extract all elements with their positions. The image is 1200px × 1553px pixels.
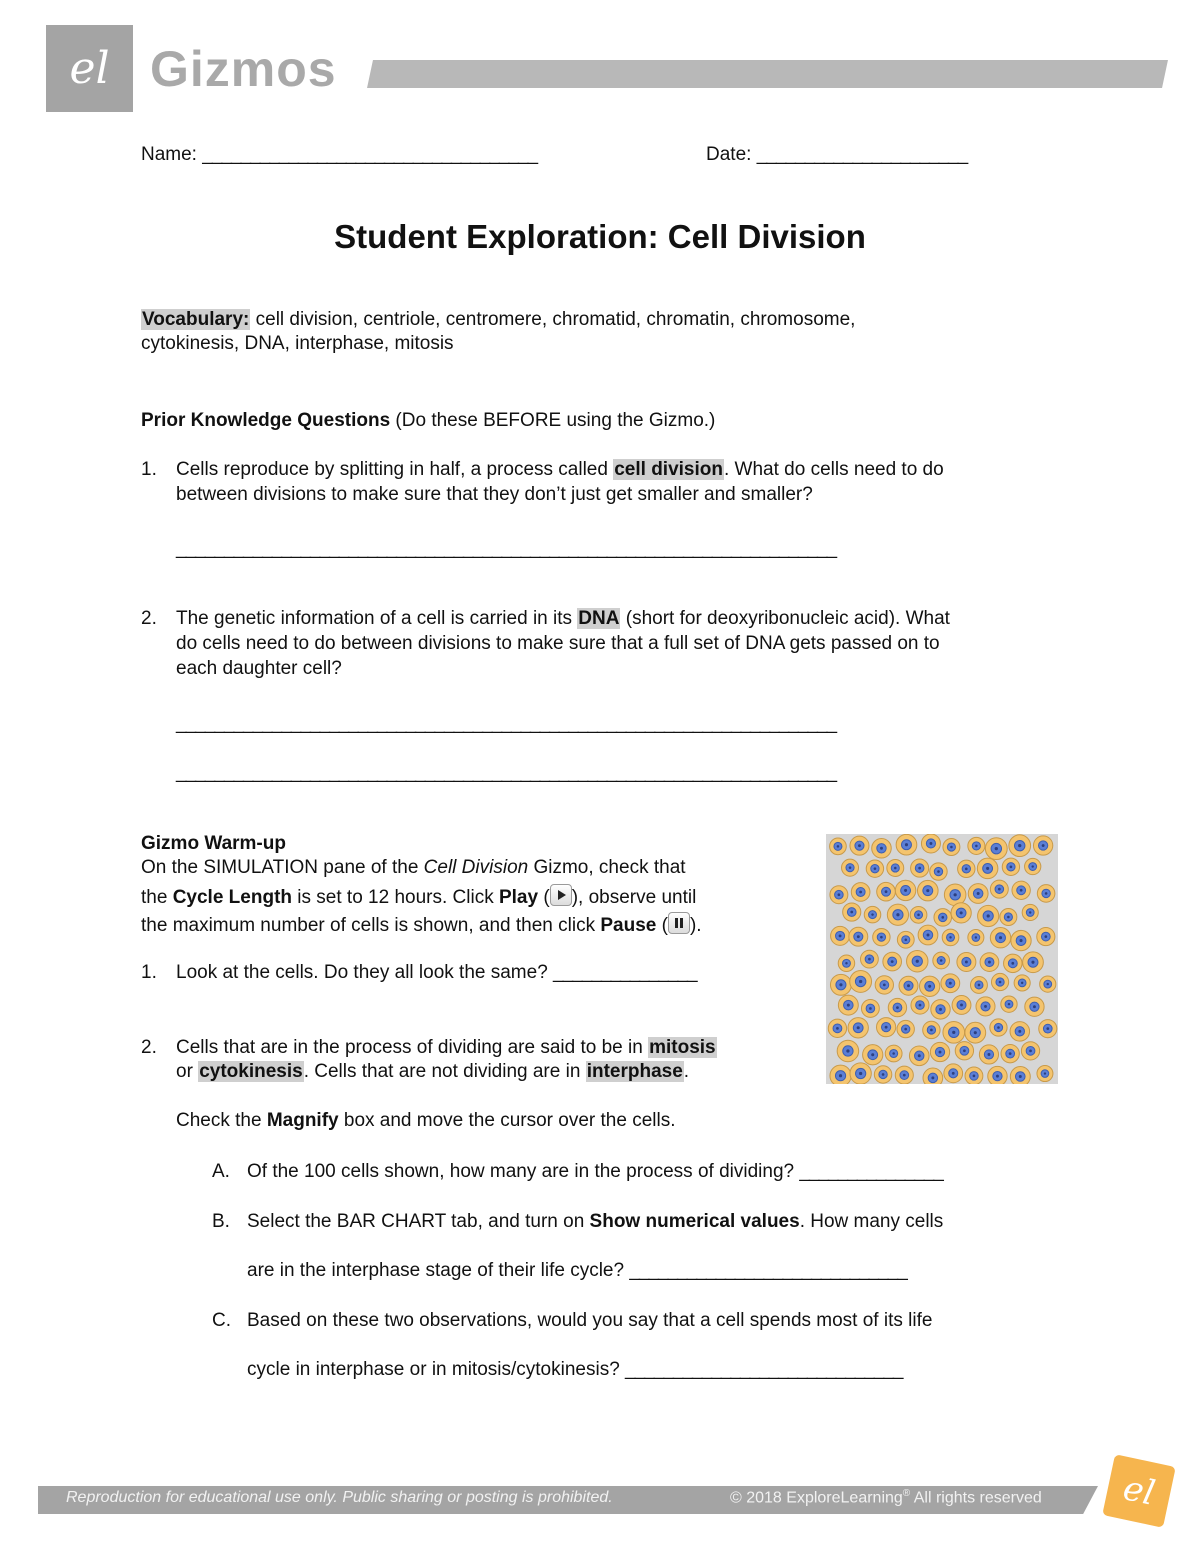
cell	[1037, 1066, 1053, 1082]
cell	[877, 882, 896, 901]
warmup-q2-l2-post: .	[683, 1061, 690, 1082]
show-numerical-values-label: Show numerical values	[589, 1211, 800, 1232]
cell	[990, 880, 1008, 898]
cell	[1037, 885, 1055, 903]
warmup-q1-text: Look at the cells. Do they all look the same?	[176, 962, 554, 983]
cell	[1011, 930, 1031, 950]
cell	[860, 950, 878, 968]
cell	[943, 1021, 965, 1043]
warmup-l1-post: Gizmo, check that	[528, 857, 686, 878]
warmup-q2-pre: Cells that are in the process of dividing are said to be in	[176, 1037, 649, 1058]
name-line[interactable]: ___________________________________	[202, 144, 538, 165]
sub-b-text-2: are in the interphase stage of their life cycle?	[247, 1260, 630, 1281]
prior-q2-answer-line-2[interactable]: _____________________________________________________________________	[176, 762, 837, 783]
cell	[850, 1063, 871, 1084]
cell	[921, 834, 940, 853]
cells-illustration	[826, 834, 1058, 1084]
prior-q1-post: . What do cells need to do	[724, 459, 944, 480]
cell	[1010, 1067, 1030, 1084]
warmup-q2-line-2	[176, 1060, 689, 1084]
warmup-q1-blank[interactable]: _______________	[553, 962, 697, 983]
prior-q2-answer-line-1[interactable]: _____________________________________________________________________	[176, 713, 837, 734]
cell	[944, 884, 966, 906]
term-mitosis: mitosis	[649, 1037, 716, 1058]
cell	[933, 952, 950, 969]
cell	[976, 997, 995, 1016]
prior-q1-number: 1.	[141, 459, 157, 480]
sub-c-line-2	[247, 1358, 903, 1382]
prior-q1-line-1	[176, 458, 944, 482]
cell	[866, 860, 883, 877]
date-line[interactable]: ______________________	[756, 144, 968, 165]
vocabulary-line-1	[141, 308, 855, 332]
sub-a-text: Of the 100 cells shown, how many are in the process of dividing?	[247, 1161, 800, 1182]
cell	[1014, 975, 1030, 991]
prior-q2-line-2: do cells need to do between divisions to make sure that a full set of DNA gets passed on to	[176, 633, 940, 654]
sub-c-text-2: cycle in interphase or in mitosis/cytokinesis?	[247, 1359, 626, 1380]
warmup-line-3	[141, 912, 702, 938]
cell	[830, 974, 851, 995]
cell	[887, 860, 904, 877]
cell	[943, 839, 960, 856]
sub-c-letter: C.	[212, 1310, 231, 1331]
prior-q2-post: (short for deoxyribonucleic acid). What	[620, 608, 950, 629]
footer-copyright	[730, 1488, 1042, 1507]
vocabulary-label: Vocabulary:	[142, 309, 250, 330]
cell	[1039, 1020, 1057, 1038]
cell	[965, 1067, 983, 1084]
magnify-post: box and move the cursor over the cells.	[338, 1110, 676, 1131]
cell	[980, 953, 999, 972]
prior-knowledge-heading	[141, 409, 715, 433]
cell	[897, 931, 914, 948]
prior-q2-line-1	[176, 607, 950, 631]
cell	[911, 859, 929, 877]
cell	[910, 906, 927, 923]
name-field	[141, 143, 537, 167]
prior-note: (Do these BEFORE using the Gizmo.)	[390, 410, 716, 431]
cell	[909, 1046, 929, 1066]
cell	[843, 903, 861, 921]
cell	[888, 998, 906, 1016]
cell	[934, 909, 952, 927]
cell	[1001, 1045, 1019, 1063]
prior-q2-pre: The genetic information of a cell is carried in its	[176, 608, 578, 629]
cell	[952, 996, 971, 1015]
cell	[873, 928, 890, 945]
logo-text: el	[69, 43, 110, 94]
page-title: Student Exploration: Cell Division	[334, 218, 866, 255]
warmup-l2-post: ), observe until	[571, 887, 697, 908]
cell	[968, 837, 985, 854]
gizmos-logo	[46, 25, 133, 112]
cell	[923, 1021, 940, 1038]
brand-name: Gizmos	[150, 41, 337, 97]
cell	[887, 904, 908, 925]
warmup-q1-line	[176, 961, 697, 985]
cell	[1010, 1022, 1030, 1042]
name-label: Name:	[141, 144, 197, 165]
cell	[874, 1066, 891, 1083]
cell	[897, 1020, 914, 1037]
cell	[1002, 858, 1019, 875]
magnify-label: Magnify	[266, 1110, 339, 1131]
cell	[848, 1018, 868, 1038]
cell	[1025, 858, 1041, 874]
sub-c-line-1: Based on these two observations, would you say that a cell spends most of its life	[247, 1310, 933, 1331]
warmup-q2-number: 2.	[141, 1037, 157, 1058]
warmup-l3-pre: the maximum number of cells is shown, and then click	[141, 915, 601, 936]
vocabulary-line-2: cytokinesis, DNA, interphase, mitosis	[141, 333, 454, 354]
rights-text: All rights reserved	[910, 1489, 1042, 1507]
cell	[830, 886, 848, 904]
cell	[907, 951, 928, 972]
date-label: Date:	[706, 144, 752, 165]
prior-heading-bold: Prior Knowledge Questions	[141, 410, 391, 431]
cell	[918, 925, 938, 945]
warmup-l1-pre: On the SIMULATION pane of the	[141, 857, 424, 878]
cell	[917, 880, 938, 901]
cell	[895, 880, 915, 900]
cell	[979, 1045, 998, 1064]
cell	[977, 858, 998, 879]
cell	[985, 838, 1007, 860]
cell	[1040, 976, 1056, 992]
sub-b-blank[interactable]: _____________________________	[629, 1260, 907, 1281]
cell	[930, 863, 947, 880]
footer-disclaimer: Reproduction for educational use only. Public sharing or posting is prohibited.	[66, 1489, 613, 1506]
sub-a-line	[247, 1160, 943, 1184]
prior-q1-pre: Cells reproduce by splitting in half, a process called	[176, 459, 614, 480]
cell	[895, 1066, 913, 1084]
play-icon	[550, 884, 572, 906]
cell	[885, 1045, 902, 1062]
cell	[1004, 954, 1022, 972]
warmup-q2-l2-pre: or	[176, 1061, 199, 1082]
cell	[911, 996, 929, 1014]
cell	[923, 1068, 943, 1084]
cell	[850, 971, 872, 993]
sub-b-letter: B.	[212, 1211, 230, 1232]
play-label: Play	[498, 887, 539, 908]
cell	[968, 884, 988, 904]
warmup-l2-mid: is set to 12 hours. Click	[292, 887, 499, 908]
registered-mark: ®	[902, 1488, 911, 1499]
cell	[872, 839, 892, 859]
pause-label: Pause	[600, 915, 657, 936]
cycle-length-label: Cycle Length	[172, 887, 293, 908]
cell	[951, 903, 971, 923]
warmup-q1-number: 1.	[141, 962, 157, 983]
prior-q1-line-2: between divisions to make sure that they don’t just get smaller and smaller?	[176, 484, 813, 505]
prior-q2-number: 2.	[141, 608, 157, 629]
cell	[990, 927, 1010, 947]
cell	[930, 1042, 949, 1061]
cell	[931, 1000, 950, 1019]
cell	[830, 838, 847, 855]
cell	[830, 1065, 851, 1084]
cell	[876, 1018, 895, 1037]
cell	[988, 1066, 1007, 1084]
cell	[965, 1022, 986, 1043]
prior-q2-line-3: each daughter cell?	[176, 658, 342, 679]
warmup-l3-open: (	[656, 915, 668, 936]
term-interphase: interphase	[586, 1061, 683, 1082]
cell	[970, 976, 987, 993]
gizmo-name: Cell Division	[423, 857, 529, 878]
cell	[883, 952, 902, 971]
cell	[899, 976, 918, 995]
cell	[864, 906, 881, 923]
pause-icon	[668, 912, 690, 934]
cell	[861, 1000, 879, 1018]
cell	[1037, 928, 1055, 946]
cell	[831, 926, 850, 945]
cell	[1009, 835, 1031, 857]
term-dna: DNA	[578, 608, 620, 629]
cell	[863, 1045, 883, 1065]
cell	[957, 952, 976, 971]
cell	[978, 905, 999, 926]
cell	[1001, 996, 1017, 1012]
cell	[837, 1040, 859, 1062]
header-bar	[367, 60, 1168, 88]
cell	[1000, 908, 1017, 925]
cell	[838, 955, 854, 971]
cell	[942, 929, 959, 946]
sub-b-line-1	[247, 1210, 943, 1234]
cell	[849, 927, 868, 946]
cell	[1021, 1042, 1039, 1060]
magnify-instruction	[176, 1109, 676, 1133]
vocabulary-terms-1: cell division, centriole, centromere, chromatid, chromatin, chromosome,	[250, 309, 856, 330]
term-cell-division: cell division	[614, 459, 723, 480]
cell	[941, 974, 960, 993]
warmup-line-1	[141, 856, 686, 880]
warmup-l3-post: ).	[689, 915, 702, 936]
sub-b-post: . How many cells	[799, 1211, 944, 1232]
warmup-heading: Gizmo Warm-up	[141, 833, 286, 854]
cell	[944, 1064, 963, 1083]
date-field	[706, 143, 967, 167]
cell	[875, 976, 893, 994]
cell	[955, 1042, 973, 1060]
cell	[1012, 881, 1030, 899]
cell	[1022, 904, 1038, 920]
cell	[991, 973, 1008, 990]
explorelearning-logo	[1102, 1454, 1176, 1528]
warmup-l2-open: (	[538, 887, 550, 908]
sub-a-letter: A.	[212, 1161, 230, 1182]
cell	[1025, 997, 1044, 1016]
cell	[1033, 836, 1052, 855]
warmup-q2-line-1	[176, 1036, 717, 1060]
sub-b-line-2	[247, 1259, 907, 1283]
cell	[1023, 952, 1044, 973]
cell	[842, 859, 859, 876]
sub-c-blank[interactable]: _____________________________	[625, 1359, 903, 1380]
cell	[850, 836, 869, 855]
warmup-q2-l2-mid: . Cells that are not dividing are in	[303, 1061, 586, 1082]
cell	[990, 1019, 1007, 1036]
sub-b-pre: Select the BAR CHART tab, and turn on	[247, 1211, 590, 1232]
cell	[828, 1019, 846, 1037]
cell	[919, 976, 939, 996]
warmup-line-2	[141, 884, 696, 910]
term-cytokinesis: cytokinesis	[199, 1061, 303, 1082]
warmup-l2-pre: the	[141, 887, 173, 908]
cells-simulation-image	[826, 834, 1058, 1084]
cell	[851, 883, 870, 902]
cell	[838, 995, 858, 1015]
sub-a-blank[interactable]: _______________	[799, 1161, 943, 1182]
prior-q1-answer-line[interactable]: _____________________________________________________________________	[176, 538, 837, 559]
magnify-pre: Check the	[176, 1110, 267, 1131]
cell	[968, 929, 984, 945]
cell	[896, 834, 917, 855]
footer-logo-text: el	[1119, 1468, 1159, 1514]
cell	[958, 860, 975, 877]
copyright-text: © 2018 ExploreLearning	[730, 1489, 903, 1507]
